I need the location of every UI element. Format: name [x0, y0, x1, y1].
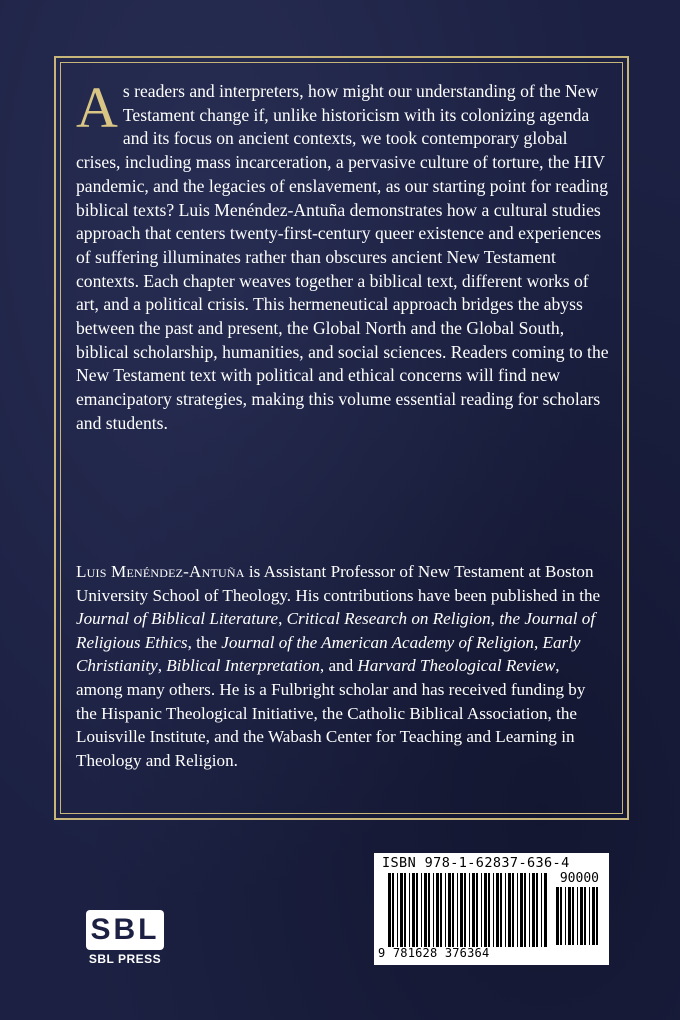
barcode-bar: [592, 887, 595, 945]
barcode-bar: [584, 887, 586, 945]
journal-title: the Journal of Religious Ethics: [76, 609, 596, 652]
journal-title: Critical Research on Religion: [286, 609, 491, 629]
sbl-press-label: SBL PRESS: [88, 952, 162, 966]
barcode-bar: [433, 873, 434, 947]
barcode-bar: [568, 887, 571, 945]
author-bio: [76, 560, 610, 772]
barcode-bar: [472, 873, 475, 947]
barcode-bar: [424, 873, 427, 947]
barcode-bar: [416, 873, 418, 947]
description-text: s readers and interpreters, how might our understanding of the New Testament change if, unlike historicism with its colonizing agenda and its focus on ancient contexts, we took contemporary global crises, including mass incarceration, a pervasive culture of torture, the HIV pandemic, and the legacies of enslavement, as our starting point for reading biblical texts? Luis Menéndez-Antuña demonstrates how a cultural studies approach that centers twenty-first-century queer existence and experiences of suffering illuminates rather than obscures ancient New Testament contexts. Each chapter weaves together a biblical text, different works of art, and a political crisis. This hermeneutical approach bridges the abyss between the past and present, the Global North and the Global South, biblical scholarship, humanities, and social sciences. Readers coming to the New Testament text with political and ethical concerns will find new emancipatory strategies, making this volume essential reading for scholars and students.: [76, 81, 609, 433]
price-barcode: [556, 887, 600, 945]
bio-text: ,: [278, 609, 287, 629]
barcode-bar: [496, 873, 499, 947]
bio-text: is Assistant Professor of New Testament at Boston University School of Theology. His contributions have been published in the: [76, 562, 601, 605]
barcode-bar: [556, 887, 559, 945]
sbl-mark: SBL: [86, 910, 164, 950]
barcode-panel: [374, 853, 609, 965]
barcode-bar: [589, 887, 590, 945]
barcode-bar: [412, 873, 415, 947]
bio-text: ,: [157, 656, 167, 676]
barcode-bar: [445, 873, 446, 947]
barcode-bar: [493, 873, 494, 947]
bio-text: , the: [187, 632, 222, 652]
book-description: [76, 75, 610, 436]
price-code: 90000: [559, 871, 599, 886]
barcode-bar: [524, 873, 526, 947]
barcode-bar: [452, 873, 454, 947]
barcode-bar: [457, 873, 458, 947]
barcode-bar: [532, 873, 535, 947]
barcode-bar: [464, 873, 466, 947]
barcode-bar: [580, 887, 583, 945]
bio-text: , among many others. He is a Fulbright scholar and has received funding by the Hispanic Theological Initiative, the Catholic Biblical Association, the Louisville Institute, and the Wabash Center for Teaching and Learning in Theology and Religion.: [76, 656, 586, 770]
publisher-logo: [80, 910, 170, 968]
barcode-bar: [440, 873, 442, 947]
barcode-bar: [436, 873, 439, 947]
barcode-bar: [421, 873, 422, 947]
barcode-bar: [541, 873, 542, 947]
author-name: Luis Menéndez-Antuña: [76, 562, 245, 581]
journal-title: Biblical Interpretation: [166, 656, 320, 676]
barcode-bar: [544, 873, 547, 947]
barcode-bar: [508, 873, 511, 947]
barcode-bar: [476, 873, 478, 947]
barcode-bar: [409, 873, 410, 947]
barcode-bar: [529, 873, 530, 947]
journal-title: Journal of the American Academy of Religion: [221, 632, 534, 652]
barcode-bar: [388, 873, 391, 947]
barcode-bar: [560, 887, 562, 945]
barcode-bar: [392, 873, 394, 947]
ean-number: 9 781628 376364: [378, 946, 490, 960]
isbn-label: ISBN 978-1-62837-636-4: [382, 855, 570, 871]
barcode-bar: [536, 873, 538, 947]
barcode-bar: [460, 873, 463, 947]
barcode-bar: [469, 873, 470, 947]
barcode-bar: [488, 873, 490, 947]
barcode-bar: [520, 873, 523, 947]
barcode-bar: [505, 873, 506, 947]
journal-title: Harvard Theological Review: [357, 656, 556, 676]
barcode-bar: [596, 887, 598, 945]
barcode-bar: [500, 873, 502, 947]
barcode-bar: [448, 873, 451, 947]
barcode-bar: [484, 873, 487, 947]
barcode-bar: [428, 873, 430, 947]
barcode-bar: [572, 887, 574, 945]
journal-title: Journal of Biblical Literature: [76, 609, 279, 629]
bio-text: , and: [319, 656, 358, 676]
barcode-bar: [517, 873, 518, 947]
barcode-bar: [481, 873, 482, 947]
barcode-bar: [577, 887, 578, 945]
bio-text: ,: [533, 632, 543, 652]
barcode-bar: [565, 887, 566, 945]
ean-barcode: [388, 873, 548, 947]
barcode-bar: [400, 873, 403, 947]
barcode-bar: [397, 873, 398, 947]
bio-text: ,: [490, 609, 500, 629]
barcode-bar: [512, 873, 514, 947]
drop-cap: A: [76, 75, 118, 140]
barcode-bar: [404, 873, 406, 947]
journal-title: Early Christianity: [76, 632, 581, 676]
